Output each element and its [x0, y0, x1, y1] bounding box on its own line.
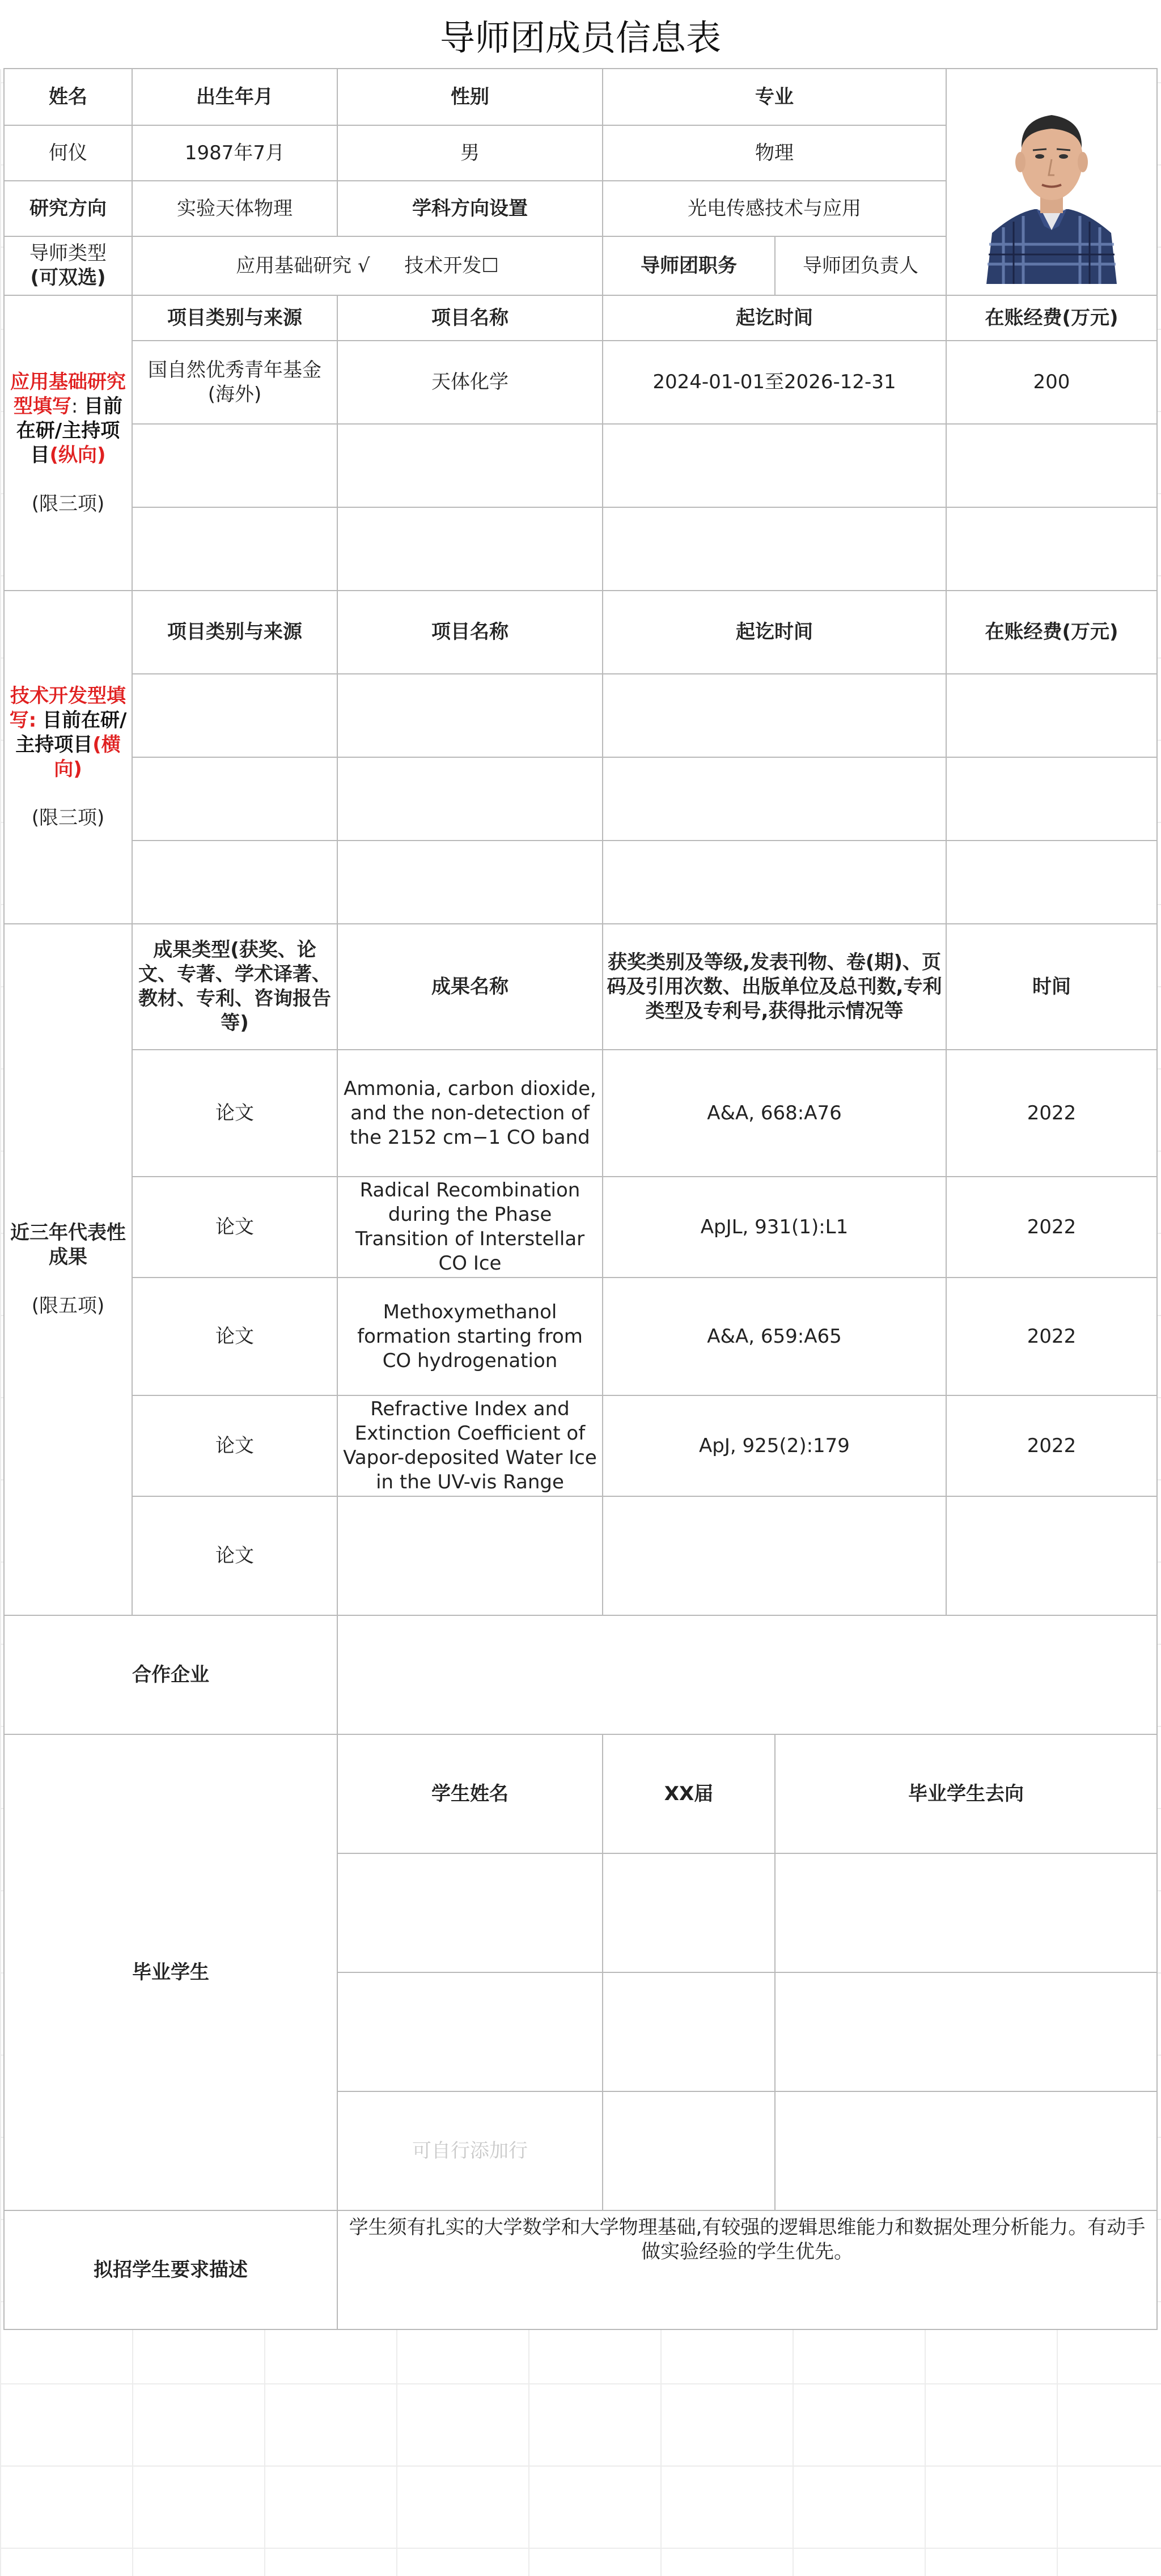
achievement-detail[interactable]: [603, 1496, 946, 1615]
achievements-header-row: [4, 924, 1157, 1050]
name-value[interactable]: 何仪: [4, 125, 132, 181]
horizontal-cell-name[interactable]: [337, 841, 603, 924]
vertical-cell-name[interactable]: [337, 424, 603, 507]
partner-company-label: 合作企业: [4, 1615, 337, 1734]
student-destination-cell[interactable]: [775, 1853, 1157, 1972]
achievement-time[interactable]: 2022: [946, 1395, 1157, 1496]
achievement-row: [4, 1395, 1157, 1496]
vertical-cell-period[interactable]: 2024-01-01至2026-12-31: [603, 341, 946, 424]
add-row-hint[interactable]: 可自行添加行: [337, 2091, 603, 2210]
mentor-type-label: [4, 236, 132, 295]
vertical-header-row: [4, 295, 1157, 341]
horizontal-header-row: [4, 591, 1157, 674]
gender-value[interactable]: 男: [337, 125, 603, 181]
mentor-type-label-line1: 导师类型: [29, 242, 107, 265]
horizontal-row: [4, 841, 1157, 924]
vertical-cell-category[interactable]: 国自然优秀青年基金(海外): [132, 341, 337, 424]
student-destination-cell[interactable]: [775, 1972, 1157, 2091]
horizontal-cell-category[interactable]: [132, 674, 337, 757]
vertical-row: [4, 424, 1157, 507]
horizontal-cell-name[interactable]: [337, 674, 603, 757]
vertical-label-colon: :: [71, 394, 78, 418]
major-label: 专业: [603, 69, 946, 125]
name-label: 姓名: [4, 69, 132, 125]
vertical-cell-period[interactable]: [603, 507, 946, 591]
vertical-cell-funding[interactable]: [946, 507, 1157, 591]
horizontal-col-name: 项目名称: [337, 591, 603, 674]
horizontal-label-red: 技术开发型填写:: [9, 685, 126, 732]
students-col-destination: 毕业学生去向: [775, 1734, 1157, 1853]
achievements-col-detail: 获奖类别及等级,发表刊物、卷(期)、页码及引用次数、出版单位及总刊数,专利类型及专利号,获得批示情况等: [603, 924, 946, 1050]
person-photo: [981, 80, 1122, 284]
horizontal-row: [4, 674, 1157, 757]
achievement-title[interactable]: Radical Recombination during the Phase Transition of Interstellar CO Ice: [337, 1177, 603, 1278]
type-tech-option[interactable]: 技术开发☐: [404, 254, 499, 277]
info-table: [3, 68, 1158, 2330]
photo-cell: [946, 69, 1157, 295]
team-role-value[interactable]: 导师团负责人: [775, 236, 946, 295]
graduated-students-label: 毕业学生: [4, 1734, 337, 2210]
vertical-row: [4, 341, 1157, 424]
vertical-col-name: 项目名称: [337, 295, 603, 341]
horizontal-label-limit: (限三项): [31, 807, 105, 829]
type-basic-option[interactable]: 应用基础研究 √: [236, 254, 370, 277]
vertical-label-black: 目前在研/主持项目: [16, 394, 123, 466]
vertical-cell-category[interactable]: [132, 507, 337, 591]
student-name-cell[interactable]: [337, 1853, 603, 1972]
achievement-type[interactable]: 论文: [132, 1496, 337, 1615]
student-class-cell[interactable]: [603, 1972, 775, 2091]
students-col-class: XX届: [603, 1734, 775, 1853]
student-class-cell[interactable]: [603, 1853, 775, 1972]
horizontal-label-red2: (横向): [54, 733, 121, 780]
discipline-setting-label: 学科方向设置: [337, 181, 603, 236]
vertical-col-category: 项目类别与来源: [132, 295, 337, 341]
vertical-cell-funding[interactable]: 200: [946, 341, 1157, 424]
horizontal-section-label: [4, 591, 132, 924]
horizontal-cell-funding[interactable]: [946, 841, 1157, 924]
achievement-type[interactable]: 论文: [132, 1050, 337, 1177]
vertical-cell-funding[interactable]: [946, 424, 1157, 507]
vertical-cell-name[interactable]: [337, 507, 603, 591]
mentor-type-options: [132, 236, 603, 295]
student-destination-cell[interactable]: [775, 2091, 1157, 2210]
mentor-type-label-line2: (可双选): [30, 266, 106, 289]
partner-company-value[interactable]: [337, 1615, 1157, 1734]
achievement-row: [4, 1050, 1157, 1177]
vertical-cell-category[interactable]: [132, 424, 337, 507]
achievement-row: [4, 1177, 1157, 1278]
page-title: 导师团成员信息表: [0, 0, 1161, 69]
basic-header-row: [4, 69, 1157, 125]
horizontal-cell-period[interactable]: [603, 757, 946, 841]
requirement-label: 拟招学生要求描述: [4, 2210, 337, 2329]
horizontal-col-category: 项目类别与来源: [132, 591, 337, 674]
horizontal-row: [4, 757, 1157, 841]
gender-label: 性别: [337, 69, 603, 125]
horizontal-cell-category[interactable]: [132, 841, 337, 924]
students-col-name: 学生姓名: [337, 1734, 603, 1853]
achievement-type[interactable]: 论文: [132, 1177, 337, 1278]
achievement-title[interactable]: Methoxymethanol formation starting from CO hydrogenation: [337, 1278, 603, 1395]
major-value[interactable]: 物理: [603, 125, 946, 181]
requirement-text[interactable]: 学生须有扎实的大学数学和大学物理基础,有较强的逻辑思维能力和数据处理分析能力。有动手做实验经验的学生优先。: [337, 2210, 1157, 2329]
horizontal-cell-name[interactable]: [337, 757, 603, 841]
vertical-col-funding: 在账经费(万元): [946, 295, 1157, 341]
research-direction-label: 研究方向: [4, 181, 132, 236]
achievements-label-limit: (限五项): [31, 1295, 105, 1317]
achievements-col-name: 成果名称: [337, 924, 603, 1050]
horizontal-col-funding: 在账经费(万元): [946, 591, 1157, 674]
requirement-row: [4, 2210, 1157, 2329]
student-class-cell[interactable]: [603, 2091, 775, 2210]
horizontal-cell-category[interactable]: [132, 757, 337, 841]
student-name-cell[interactable]: [337, 1972, 603, 2091]
achievement-row: [4, 1278, 1157, 1395]
horizontal-cell-period[interactable]: [603, 674, 946, 757]
achievement-time[interactable]: 2022: [946, 1177, 1157, 1278]
students-header-row: [4, 1734, 1157, 1853]
research-direction-value[interactable]: 实验天体物理: [132, 181, 337, 236]
vertical-label-red2: (纵向): [49, 443, 106, 466]
horizontal-label-black: 目前在研/主持项目: [15, 709, 127, 756]
vertical-cell-period[interactable]: [603, 424, 946, 507]
birth-label: 出生年月: [132, 69, 337, 125]
achievements-col-type: 成果类型(获奖、论文、专著、学术译著、教材、专利、咨询报告等): [132, 924, 337, 1050]
achievement-detail[interactable]: ApJ, 925(2):179: [603, 1395, 946, 1496]
achievement-detail[interactable]: ApJL, 931(1):L1: [603, 1177, 946, 1278]
vertical-label-red: 应用基础研究型填写: [10, 370, 126, 418]
horizontal-cell-period[interactable]: [603, 841, 946, 924]
team-role-label: 导师团职务: [603, 236, 775, 295]
achievements-label: 近三年代表性成果: [10, 1221, 126, 1268]
achievement-title[interactable]: [337, 1496, 603, 1615]
partner-row: [4, 1615, 1157, 1734]
achievement-time[interactable]: [946, 1496, 1157, 1615]
horizontal-cell-funding[interactable]: [946, 757, 1157, 841]
achievement-title[interactable]: Refractive Index and Extinction Coefficient of Vapor-deposited Water Ice in the UV-vis Range: [337, 1395, 603, 1496]
achievement-title[interactable]: Ammonia, carbon dioxide, and the non-detection of the 2152 cm−1 CO band: [337, 1050, 603, 1177]
vertical-row: [4, 507, 1157, 591]
achievement-time[interactable]: 2022: [946, 1278, 1157, 1395]
vertical-label-limit: (限三项): [31, 492, 105, 515]
discipline-setting-value[interactable]: 光电传感技术与应用: [603, 181, 946, 236]
vertical-section-label: [4, 295, 132, 591]
achievement-row: [4, 1496, 1157, 1615]
achievement-type[interactable]: 论文: [132, 1395, 337, 1496]
vertical-col-period: 起讫时间: [603, 295, 946, 341]
birth-value[interactable]: 1987年7月: [132, 125, 337, 181]
achievement-detail[interactable]: A&A, 668:A76: [603, 1050, 946, 1177]
achievement-type[interactable]: 论文: [132, 1278, 337, 1395]
achievement-time[interactable]: 2022: [946, 1050, 1157, 1177]
achievements-col-time: 时间: [946, 924, 1157, 1050]
achievements-section-label: [4, 924, 132, 1615]
vertical-cell-name[interactable]: 天体化学: [337, 341, 603, 424]
achievement-detail[interactable]: A&A, 659:A65: [603, 1278, 946, 1395]
horizontal-col-period: 起讫时间: [603, 591, 946, 674]
horizontal-cell-funding[interactable]: [946, 674, 1157, 757]
